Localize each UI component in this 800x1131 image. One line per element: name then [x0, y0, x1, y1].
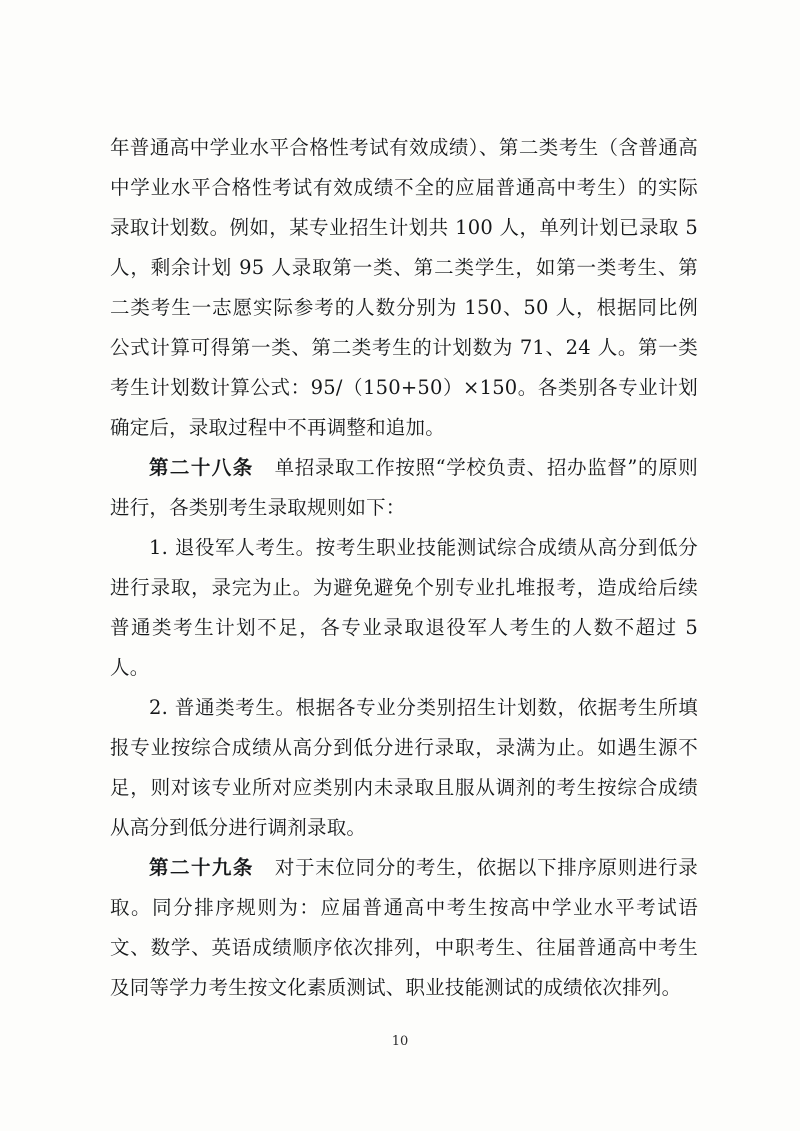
- article-29-text: 对于末位同分的考生，依据以下排序原则进行录取。同分排序规则为：应届普通高中考生按高中学业水平考试语文、数学、英语成绩顺序依次排列，中职考生、往届普通高中考生及同等学力考生按文化素质测试、职业技能测试的成绩依次排列。: [110, 856, 698, 999]
- page-number: 10: [391, 1034, 409, 1049]
- article-28-heading: 第二十八条: [149, 456, 275, 479]
- paragraph-article-29: [110, 848, 698, 1008]
- document-body: [110, 128, 698, 1008]
- paragraph-item-1: 1. 退役军人考生。按考生职业技能测试综合成绩从高分到低分进行录取，录完为止。为避免避免个别专业扎堆报考，造成给后续普通类考生计划不足，各专业录取退役军人考生的人数不超过 5 人。: [110, 536, 698, 679]
- paragraph-item-2: 2. 普通类考生。根据各专业分类别招生计划数，依据考生所填报专业按综合成绩从高分到低分进行录取，录满为止。如遇生源不足，则对该专业所对应类别内未录取且服从调剂的考生按综合成绩从高分到低分进行调剂录取。: [110, 696, 698, 839]
- article-29-heading: 第二十九条: [149, 856, 275, 879]
- paragraph-continued-quota: 年普通高中学业水平合格性考试有效成绩）、第二类考生（含普通高中学业水平合格性考试有效成绩不全的应届普通高中考生）的实际录取计划数。例如，某专业招生计划共 100 人，单列计划已录取 5 人，剩余计划 95 人录取第一类、第二类学生，如第一类考生、第二类考生一志愿实际参考的人数分别为 150、50 人，根据同比例公式计算可得第一类、第二类考生的计划数为 71、24 人。第一类考生计划数计算公式：95/（150+50）×150。各类别各专业计划确定后，录取过程中不再调整和追加。: [110, 136, 698, 439]
- article-28-text: 单招录取工作按照“学校负责、招办监督”的原则进行，各类别考生录取规则如下：: [110, 456, 698, 519]
- paragraph-article-28: [110, 448, 698, 528]
